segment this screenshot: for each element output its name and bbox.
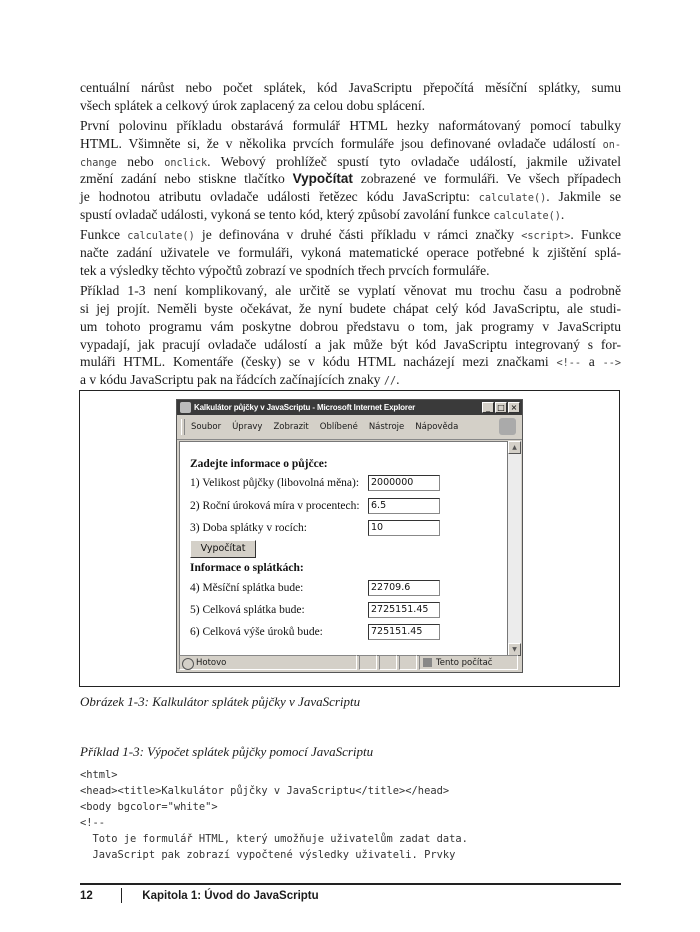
text-line bbox=[80, 226, 621, 244]
text-run: spustí ovladač události, vykoná se tento kód, který způsobí zavolání funkce bbox=[80, 207, 494, 223]
text-run: je hodnotou atributu ovladače události řetězec kódu JavaScriptu: bbox=[80, 189, 479, 205]
zone-text: Tento počítač bbox=[436, 658, 493, 668]
browser-window bbox=[176, 399, 523, 673]
status-panel bbox=[399, 655, 417, 670]
loan-term-row bbox=[190, 519, 440, 537]
window-title: Kalkulátor půjčky v JavaScriptu - Microsoft Internet Explorer bbox=[194, 403, 416, 412]
scroll-down-icon[interactable]: ▼ bbox=[508, 643, 521, 656]
text-line bbox=[80, 153, 621, 171]
menu-napoveda[interactable]: Nápověda bbox=[415, 422, 459, 432]
status-text-panel bbox=[179, 655, 357, 670]
text-run: změní zadání nebo stiskne tlačítko bbox=[80, 171, 293, 187]
close-button[interactable]: × bbox=[508, 402, 520, 413]
code-line: JavaScript pak zobrazí vypočtené výsledky uživateli. Prvky bbox=[80, 849, 456, 861]
text-line bbox=[80, 206, 621, 224]
text-line bbox=[80, 282, 621, 300]
inline-code: change bbox=[80, 157, 117, 169]
monthly-payment-row bbox=[190, 579, 440, 597]
text-line bbox=[80, 170, 621, 188]
code-line: <body bgcolor="white"> bbox=[80, 801, 218, 813]
body-text bbox=[80, 79, 621, 392]
output-heading: Informace o splátkách: bbox=[190, 562, 304, 574]
text-line bbox=[80, 371, 621, 389]
interest-rate-input[interactable]: 6.5 bbox=[368, 498, 440, 514]
loan-amount-input[interactable]: 2000000 bbox=[368, 475, 440, 491]
text-line bbox=[80, 244, 621, 262]
computer-icon bbox=[423, 658, 432, 667]
text-line bbox=[80, 135, 621, 153]
inline-code: calculate() bbox=[493, 211, 561, 223]
total-payment-output[interactable]: 2725151.45 bbox=[368, 602, 440, 618]
code-line: <html> bbox=[80, 769, 118, 781]
text-run: Funkce bbox=[80, 227, 128, 243]
text-line bbox=[80, 353, 621, 371]
menu-zobrazit[interactable]: Zobrazit bbox=[273, 422, 309, 432]
footer-divider bbox=[121, 888, 123, 903]
status-text: Hotovo bbox=[196, 658, 227, 668]
text-run: . bbox=[396, 372, 400, 388]
input-heading: Zadejte informace o půjčce: bbox=[190, 458, 328, 470]
text-run: vypadají, jak pracují ovladače událostí a jak může být kód JavaScriptu integrovaný s for- bbox=[80, 336, 621, 352]
inline-code: calculate() bbox=[127, 231, 195, 243]
inline-code: <script> bbox=[521, 231, 571, 243]
status-panel bbox=[379, 655, 397, 670]
inline-code: onclick bbox=[164, 157, 208, 169]
text-run: nebo bbox=[116, 153, 165, 169]
loan-amount-label: 1) Velikost půjčky (libovolná měna): bbox=[190, 477, 360, 489]
title-bar bbox=[177, 400, 522, 415]
minimize-button[interactable]: _ bbox=[482, 402, 494, 413]
footer-rule bbox=[80, 883, 621, 885]
interest-rate-row bbox=[190, 497, 440, 515]
text-line bbox=[80, 97, 621, 115]
code-listing bbox=[80, 767, 468, 863]
paragraph bbox=[80, 282, 621, 389]
text-run: Příklad 1-3 není komplikovaný, ale určitě se vyplatí věnovat mu trochu času a podrobně bbox=[80, 283, 621, 299]
monthly-payment-output[interactable]: 22709.6 bbox=[368, 580, 440, 596]
total-payment-row bbox=[190, 601, 440, 619]
loan-amount-row bbox=[190, 474, 440, 492]
figure-caption: Obrázek 1-3: Kalkulátor splátek půjčky v JavaScriptu bbox=[80, 694, 361, 709]
page-content bbox=[179, 441, 508, 656]
text-line bbox=[80, 262, 621, 280]
example-title: Příklad 1-3: Výpočet splátek půjčky pomocí JavaScriptu bbox=[80, 744, 374, 759]
text-run: . Jakmile se bbox=[546, 189, 621, 205]
text-run: a bbox=[581, 354, 603, 370]
scroll-up-icon[interactable]: ▲ bbox=[508, 441, 521, 454]
total-interest-label: 6) Celková výše úroků bude: bbox=[190, 626, 323, 638]
text-run: . bbox=[560, 207, 565, 223]
total-interest-output[interactable]: 725151.45 bbox=[368, 624, 440, 640]
text-line bbox=[80, 318, 621, 336]
menu-bar bbox=[177, 415, 522, 440]
text-line bbox=[80, 336, 621, 354]
page-icon bbox=[182, 658, 194, 670]
text-run: všech splátek a celkový úrok zaplacený za celou dobu splácení. bbox=[80, 97, 425, 113]
text-line bbox=[80, 300, 621, 318]
menu-nastroje[interactable]: Nástroje bbox=[368, 422, 405, 432]
inline-code: // bbox=[383, 376, 397, 388]
text-run: a v kódu JavaScriptu pak na řádcích začínajících znaky bbox=[80, 372, 384, 388]
loan-term-input[interactable]: 10 bbox=[368, 520, 440, 536]
total-interest-row bbox=[190, 623, 440, 641]
menu-soubor[interactable]: Soubor bbox=[191, 422, 222, 432]
paragraph bbox=[80, 117, 621, 224]
text-run: si jej projít. Neměli byste očekávat, že nyní budete chápat celý kód JavaScriptu, ale studi- bbox=[80, 301, 621, 317]
zone-panel bbox=[419, 655, 518, 670]
total-payment-label: 5) Celková splátka bude: bbox=[190, 604, 305, 616]
text-run: centuální nárůst nebo počet splátek, kód JavaScriptu přepočítá měsíční splátky, sumu bbox=[80, 80, 621, 95]
maximize-button[interactable]: □ bbox=[495, 402, 507, 413]
status-panel bbox=[359, 655, 377, 670]
calculate-button[interactable]: Vypočítat bbox=[190, 540, 256, 558]
text-line bbox=[80, 117, 621, 135]
chapter-title: Kapitola 1: Úvod do JavaScriptu bbox=[142, 889, 319, 902]
code-line: <head><title>Kalkulátor půjčky v JavaScriptu</title></head> bbox=[80, 785, 450, 797]
ie-icon bbox=[180, 402, 191, 413]
text-run: muláři HTML. Komentáře (česky) se v kódu HTML nacházejí mezi značkami bbox=[80, 354, 557, 370]
inline-code: --> bbox=[602, 358, 621, 370]
toolbar-grip-icon bbox=[181, 419, 185, 435]
page-footer bbox=[80, 888, 319, 903]
inline-code: calculate() bbox=[478, 193, 547, 205]
text-run: . Funkce bbox=[570, 227, 621, 243]
loan-term-label: 3) Doba splátky v rocích: bbox=[190, 522, 307, 534]
status-bar bbox=[179, 655, 520, 671]
text-run: je definována v druhé části příkladu v rámci značky bbox=[194, 227, 522, 243]
code-line: Toto je formulář HTML, který umožňuje uživatelům zadat data. bbox=[80, 833, 468, 845]
code-line: <!-- bbox=[80, 817, 106, 829]
monthly-payment-label: 4) Měsíční splátka bude: bbox=[190, 582, 304, 594]
bold-term: Vypočítat bbox=[292, 171, 353, 187]
paragraph bbox=[80, 226, 621, 279]
paragraph bbox=[80, 79, 621, 115]
inline-code: on- bbox=[602, 139, 621, 151]
text-line bbox=[80, 188, 621, 206]
windows-logo-icon bbox=[499, 418, 516, 435]
text-line bbox=[80, 79, 621, 97]
page-number: 12 bbox=[80, 889, 93, 902]
menu-upravy[interactable]: Úpravy bbox=[232, 422, 263, 432]
text-run: zobrazené ve formuláři. Ve všech případech bbox=[352, 171, 621, 187]
text-run: načte zadání uživatele ve formuláři, vykoná matematické operace potřebné k zjištění splá- bbox=[80, 245, 621, 261]
interest-rate-label: 2) Roční úroková míra v procentech: bbox=[190, 500, 360, 512]
text-run: tek a výsledky těchto výpočtů zobrazí ve spodních třech prvcích formuláře. bbox=[80, 262, 490, 278]
menu-oblibene[interactable]: Oblíbené bbox=[319, 422, 358, 432]
inline-code: <!-- bbox=[556, 358, 581, 370]
text-run: HTML. Všimněte si, že v několika prvcích formuláře jsou definované ovladače událostí bbox=[80, 135, 603, 151]
text-run: . Webový prohlížeč spustí tyto ovladače událostí, jakmile uživatel bbox=[207, 153, 621, 169]
vertical-scrollbar[interactable] bbox=[508, 441, 521, 656]
text-run: První polovinu příkladu obstarává formulář HTML hezky naformátovaný pomocí tabulky bbox=[80, 118, 621, 134]
text-run: um tohoto programu vám poskytne dobrou představu o tom, jak programy v JavaScriptu bbox=[80, 318, 621, 334]
